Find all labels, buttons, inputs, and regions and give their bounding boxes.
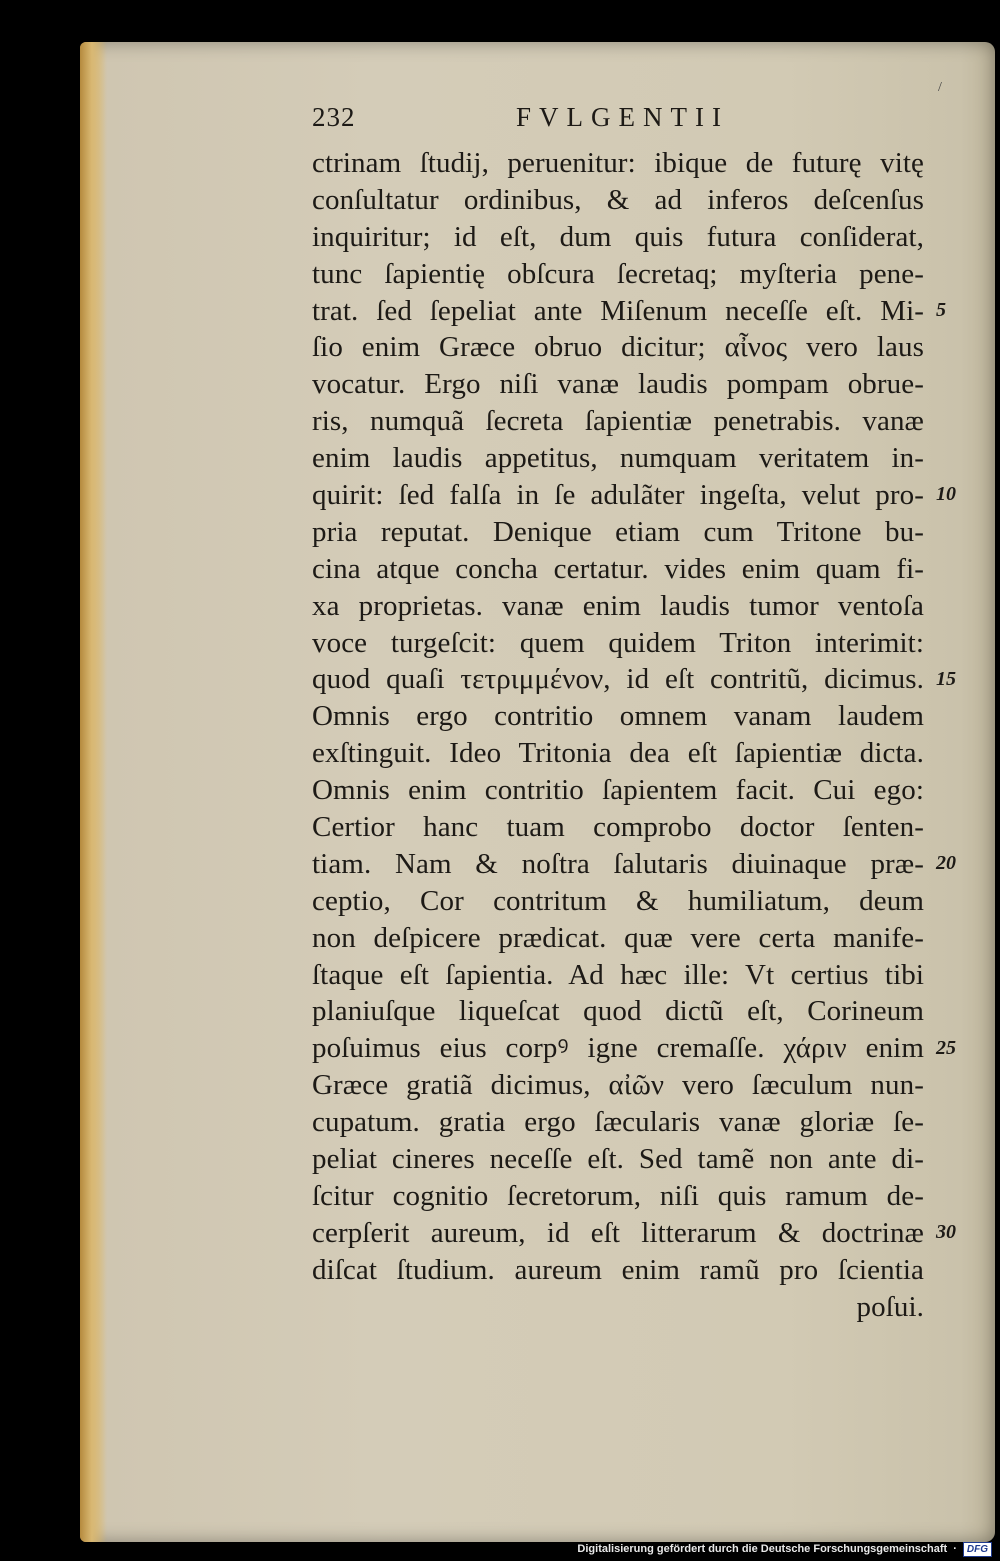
text-line: ris, numquã ſecreta ſapientiæ penetrabis. vanæ bbox=[312, 405, 924, 438]
text-line: ſcitur cognitio ſecretorum, niſi quis ramum de- bbox=[312, 1179, 924, 1212]
text-line: non deſpicere prædicat. quæ vere certa manife- bbox=[312, 921, 924, 954]
text-line: exſtinguit. Ideo Tritonia dea eſt ſapientiæ dicta. bbox=[312, 737, 924, 770]
margin-line-number: 20 bbox=[936, 852, 956, 875]
text-line: poſui. bbox=[856, 1290, 924, 1323]
text-line: Omnis ergo contritio omnem vanam laudem bbox=[312, 700, 924, 733]
text-line: voce turgeſcit: quem quidem Triton interimit: bbox=[312, 626, 924, 659]
text-line: ſtaque eſt ſapientia. Ad hæc ille: Vt certius tibi bbox=[312, 958, 924, 991]
text-line: cina atque concha certatur. vides enim quam fi- bbox=[312, 552, 924, 585]
text-line: enim laudis appetitus, numquam veritatem in- bbox=[312, 442, 924, 475]
running-head: FVLGENTII bbox=[516, 102, 729, 132]
text-line: xa proprietas. vanæ enim laudis tumor ventoſa bbox=[312, 589, 924, 622]
page-number: 232 bbox=[312, 102, 356, 132]
margin-line-number: 30 bbox=[936, 1221, 956, 1244]
text-line: Certior hanc tuam comprobo doctor ſenten- bbox=[312, 811, 924, 844]
text-line: quod quaſi τετριμμένον, id eſt contritũ, dicimus. bbox=[312, 663, 924, 696]
text-line: ctrinam ſtudij, peruenitur: ibique de futurę vitę bbox=[312, 147, 924, 179]
text-line: tunc ſapientię obſcura ſecretaq; myſteria pene- bbox=[312, 257, 924, 290]
body-text bbox=[312, 145, 924, 1326]
text-line: cerpſerit aureum, id eſt litterarum & doctrinæ bbox=[312, 1216, 924, 1249]
text-line: Omnis enim contritio ſapientem facit. Cui ego: bbox=[312, 774, 924, 807]
text-line: conſultatur ordinibus, & ad inferos deſcenſus bbox=[312, 183, 924, 216]
margin-line-number: 10 bbox=[936, 483, 956, 506]
corner-mark: / bbox=[938, 80, 942, 95]
text-line: ceptio, Cor contritum & humiliatum, deum bbox=[312, 884, 924, 917]
text-line: ſio enim Græce obruo dicitur; αἶνος vero laus bbox=[312, 331, 924, 364]
margin-line-number: 5 bbox=[936, 298, 946, 321]
text-line: vocatur. Ergo niſi vanæ laudis pompam obrue- bbox=[312, 368, 924, 401]
footer-credit bbox=[577, 1539, 992, 1559]
text-line: peliat cineres neceſſe eſt. Sed tamẽ non ante di- bbox=[312, 1143, 924, 1176]
footer-separator: · bbox=[953, 1543, 957, 1555]
text-line: poſuimus eius corpꝰ igne cremaſſe. χάριν enim bbox=[312, 1032, 924, 1065]
text-line: planiuſque liqueſcat quod dictũ eſt, Corineum bbox=[312, 995, 924, 1028]
footer-text: Digitalisierung gefördert durch die Deutsche Forschungsgemeinschaft bbox=[577, 1543, 948, 1555]
margin-line-number: 25 bbox=[936, 1036, 956, 1059]
text-line: diſcat ſtudium. aureum enim ramũ pro ſcientia bbox=[312, 1253, 924, 1286]
margin-line-number: 15 bbox=[936, 667, 956, 690]
text-line: Græce gratiã dicimus, αἰῶν vero ſæculum nun- bbox=[312, 1069, 924, 1102]
page-header bbox=[312, 102, 924, 142]
text-line: pria reputat. Denique etiam cum Tritone bu- bbox=[312, 515, 924, 548]
text-line: cupatum. gratia ergo ſæcularis vanæ gloriæ ſe- bbox=[312, 1106, 924, 1139]
text-line: tiam. Nam & noſtra ſalutaris diuinaque præ- bbox=[312, 847, 924, 880]
text-line: inquiritur; id eſt, dum quis futura conſiderat, bbox=[312, 220, 924, 253]
text-line: trat. ſed ſepeliat ante Miſenum neceſſe eſt. Mi- bbox=[312, 294, 924, 327]
text-line: quirit: ſed falſa in ſe adulãter ingeſta, velut pro- bbox=[312, 479, 924, 512]
dfg-logo: DFG bbox=[963, 1542, 992, 1557]
